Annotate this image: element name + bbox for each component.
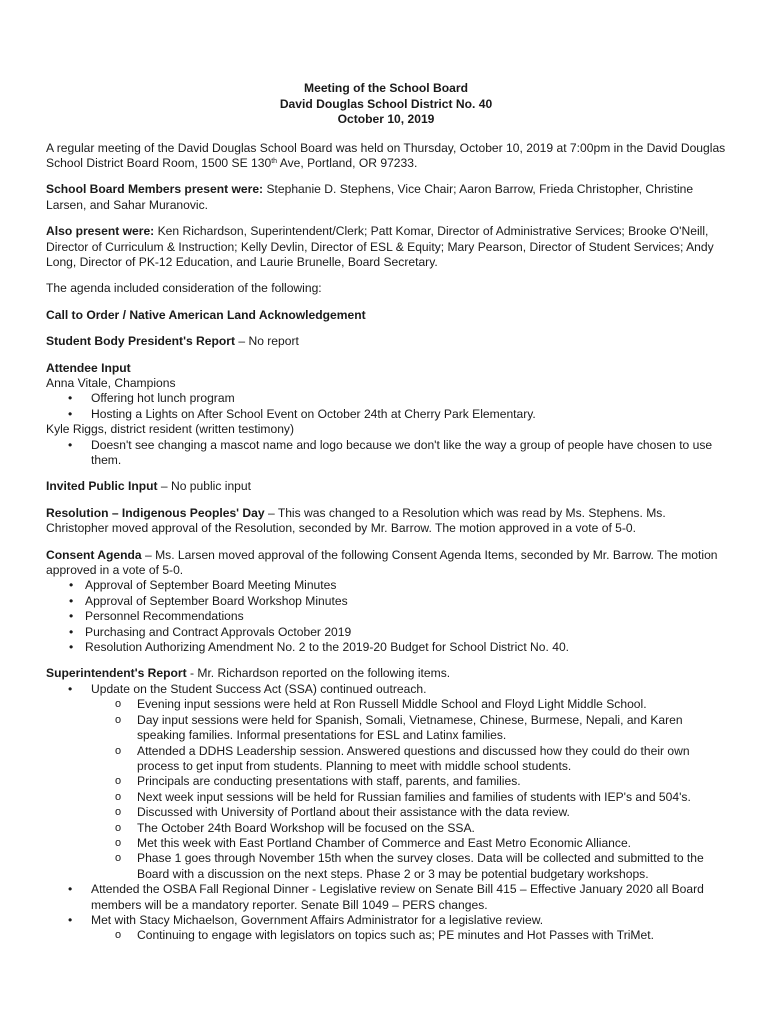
header-district: David Douglas School District No. 40 [279,96,493,111]
sub-list-item: o Principals are conducting presentations with staff, parents, and families. [46,774,726,789]
document-page [46,81,726,944]
public-input-paragraph: Invited Public Input – No public input [46,479,251,494]
members-present-paragraph: School Board Members present were: Stephanie D. Stephens, Vice Chair; Aaron Barrow, Frieda Christopher, Christine Larsen, and Sahar Muranovic. [46,182,694,212]
intro-paragraph: A regular meeting of the David Douglas School Board was held on Thursday, October 10, 2019 at 7:00pm in the David Douglas School District Board Room, 1500 SE 130th Ave, Portland, OR 97233. [46,140,726,170]
resolution-paragraph: Resolution – Indigenous Peoples' Day – This was changed to a Resolution which was read by Ms. Stephens. Ms. Christopher moved approval of the Resolution, seconded by Mr. Barrow. The motion approved in a vote of 5-0. [46,505,666,536]
superintendent-report-section [46,666,726,943]
list-item: • Doesn't see changing a mascot name and logo because we don't like the way a group of people have chosen to use them. [46,438,726,469]
agenda-intro: The agenda included consideration of the following: [46,281,322,296]
list-item: • Personnel Recommendations [46,609,726,624]
sub-list-item: o Evening input sessions were held at Ron Russell Middle School and Floyd Light Middle School. [46,697,726,712]
list-item: • Hosting a Lights on After School Event on October 24th at Cherry Park Elementary. [46,407,726,422]
sub-list-item: o The October 24th Board Workshop will be focused on the SSA. [46,821,726,836]
attendee-person-1: Anna Vitale, Champions [46,375,176,390]
sub-list-item: o Met this week with East Portland Chamber of Commerce and East Metro Economic Alliance. [46,836,726,851]
superintendent-report-list [46,682,726,944]
list-item: • Attended the OSBA Fall Regional Dinner - Legislative review on Senate Bill 415 – Effective January 2020 all Board members will be a mandatory reporter. Senate Bill 1049 – PERS changes. [46,882,726,913]
sub-list-item: o Attended a DDHS Leadership session. Answered questions and discussed how they could do their own process to get input from students. Planning to meet with middle school students. [46,744,726,775]
attendee-person-2: Kyle Riggs, district resident (written testimony) [46,422,294,437]
attendee-person-1-list [46,391,726,422]
list-item: • Resolution Authorizing Amendment No. 2 to the 2019-20 Budget for School District No. 40. [46,640,726,655]
sub-list-item: o Phase 1 goes through November 15th when the survey closes. Data will be collected and submitted to the Board with a discussion on the next steps. Phase 2 or 3 may be potential budgetary workshops. [46,851,726,882]
call-to-order-heading: Call to Order / Native American Land Acknowledgement [46,307,366,322]
members-label: School Board Members present were: [46,182,264,197]
attendee-person-2-list [46,438,726,469]
list-item: • Approval of September Board Workshop Minutes [46,594,726,609]
superintendent-report-text: Superintendent's Report - Mr. Richardson reported on the following items. [46,666,451,681]
header-date: October 10, 2019 [337,112,435,126]
ssa-sub-list [91,697,726,882]
list-item: • Purchasing and Contract Approvals October 2019 [46,625,726,640]
also-present-label: Also present were: [46,224,155,239]
consent-agenda-section [46,548,726,656]
list-item: • Met with Stacy Michaelson, Government Affairs Administrator for a legislative review. o Continuing to engage with legislators on topics such as; PE minutes and Hot Passes with TriMet. [46,913,726,944]
legislative-sub-list [91,928,726,943]
attendee-input-heading: Attendee Input [46,360,131,375]
also-present-paragraph: Also present were: Ken Richardson, Superintendent/Clerk; Patt Komar, Director of Administrative Services; Brooke O'Neill, Director of Curriculum & Instruction; Kelly Devlin, Director of ESL & Equity; Mary Pearson, Director of Student Services; Andy Long, Director of PK-12 Education, and Laurie Brunelle, Board Secretary. [46,224,714,269]
sub-list-item: o Next week input sessions will be held for Russian families and families of students with IEP's and 504's. [46,790,726,805]
student-body-report: Student Body President's Report – No report [46,334,299,349]
header-title: Meeting of the School Board [304,81,468,95]
attendee-input-section [46,361,726,469]
list-item: • Update on the Student Success Act (SSA) continued outreach. o Evening input sessions were held at Ron Russell Middle School and Floyd Light Middle School. o Day input sessions were held for Spanish, Somali, Vietnamese, Chinese, Burmese, Nepali, and Karen speaking families. Informal presentations for ESL and Latinx families. o Attended a DDHS Leadership session. Answered questions and discussed how they could do their own process to get input from students. Planning to meet with middle school students. o Principals are conducting presentations with staff, parents, and families. o Next week input sessions will be held for Russian families and families of students with IEP's and 504's. o Discussed with University of Portland about their assistance with the data review. o The October 24th Board Workshop will be focused on the SSA. o Met this week with East Portland Chamber of Commerce and East Metro Economic Alliance. o Phase 1 goes through November 15th when the survey closes. Data will be collected and submitted to the Board with a discussion on the next steps. Phase 2 or 3 may be potential budgetary workshops. [46,682,726,882]
sub-list-item: o Continuing to engage with legislators on topics such as; PE minutes and Hot Passes with TriMet. [46,928,726,943]
consent-agenda-list [46,578,726,655]
list-item: • Approval of September Board Meeting Minutes [46,578,726,593]
sub-list-item: o Day input sessions were held for Spanish, Somali, Vietnamese, Chinese, Burmese, Nepali, and Karen speaking families. Informal presentations for ESL and Latinx families. [46,713,726,744]
consent-agenda-text: Consent Agenda – Ms. Larsen moved approval of the following Consent Agenda Items, seconded by Mr. Barrow. The motion approved in a vote of 5-0. [46,547,718,578]
sub-list-item: o Discussed with University of Portland about their assistance with the data review. [46,805,726,820]
document-header [46,81,726,128]
list-item: • Offering hot lunch program [46,391,726,406]
